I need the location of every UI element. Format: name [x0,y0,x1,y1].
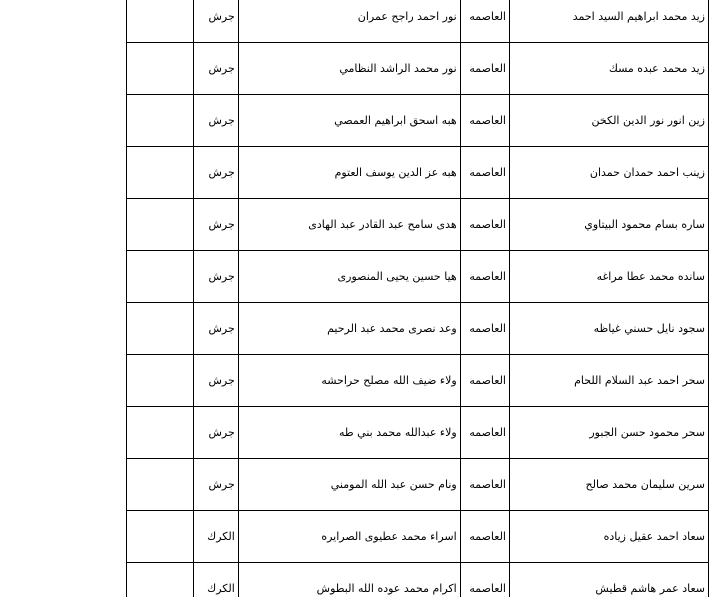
name-text: وعد نصرى محمد عبد الرحيم [327,322,457,335]
city-text: الكرك [207,582,235,595]
city-text: جرش [208,478,235,491]
first-name-text: سعاد احمد عقيل زياده [603,530,705,543]
city-cell[interactable] [193,563,238,597]
empty-cell[interactable] [127,147,194,199]
region-text: العاصمه [469,62,506,75]
empty-cell[interactable] [127,251,194,303]
first-name-cell[interactable] [510,251,709,303]
city-cell[interactable] [193,199,238,251]
table-row [127,199,709,251]
region-cell[interactable] [460,199,509,251]
first-name-text: سانده محمد عطا مراغه [596,270,705,283]
region-cell[interactable] [460,0,509,43]
region-text: العاصمه [469,218,506,231]
name-text: نور محمد الراشد النظامي [339,62,457,75]
city-cell[interactable] [193,511,238,563]
name-text: ونام حسن عبد الله المومني [330,478,457,491]
city-cell[interactable] [193,251,238,303]
region-cell[interactable] [460,563,509,597]
name-cell[interactable] [238,303,460,355]
table-row [127,303,709,355]
name-cell[interactable] [238,95,460,147]
first-name-text: سرين سليمان محمد صالح [585,478,705,491]
first-name-text: ساره بسام محمود البيتاوي [584,218,705,231]
names-table [126,0,709,597]
region-text: العاصمه [469,374,506,387]
city-cell[interactable] [193,43,238,95]
first-name-text: سجود نايل حسني غياظه [593,322,705,335]
city-text: جرش [208,270,235,283]
region-text: العاصمه [469,478,506,491]
city-text: جرش [208,426,235,439]
name-cell[interactable] [238,407,460,459]
first-name-text: سعاد عمر هاشم قطيش [595,582,705,595]
name-text: ولاء عبدالله محمد بني طه [339,426,457,439]
first-name-text: زينب احمد حمدان حمدان [589,166,705,179]
region-text: العاصمه [469,166,506,179]
city-cell[interactable] [193,355,238,407]
city-cell[interactable] [193,95,238,147]
name-cell[interactable] [238,0,460,43]
first-name-cell[interactable] [510,407,709,459]
first-name-cell[interactable] [510,0,709,43]
first-name-cell[interactable] [510,199,709,251]
name-cell[interactable] [238,459,460,511]
name-cell[interactable] [238,563,460,597]
region-cell[interactable] [460,355,509,407]
region-text: العاصمه [469,270,506,283]
first-name-cell[interactable] [510,355,709,407]
name-text: هبه عز الدين يوسف العتوم [334,166,457,179]
city-text: جرش [208,166,235,179]
table-row [127,251,709,303]
region-text: العاصمه [469,114,506,127]
region-text: العاصمه [469,322,506,335]
empty-cell[interactable] [127,563,194,597]
name-text: اكرام محمد عوده الله البطوش [316,582,457,595]
first-name-cell[interactable] [510,43,709,95]
name-text: نور احمد راجح عمران [357,10,457,23]
empty-cell[interactable] [127,0,194,43]
region-cell[interactable] [460,511,509,563]
table-row [127,95,709,147]
region-cell[interactable] [460,303,509,355]
region-text: العاصمه [469,426,506,439]
city-text: جرش [208,62,235,75]
region-cell[interactable] [460,251,509,303]
first-name-cell[interactable] [510,511,709,563]
region-cell[interactable] [460,407,509,459]
city-cell[interactable] [193,303,238,355]
name-text: ولاء ضيف الله مصلح حراحشه [321,374,457,387]
first-name-text: زيد محمد ابراهيم السيد احمد [572,10,705,23]
empty-cell[interactable] [127,407,194,459]
table-row [127,355,709,407]
city-text: الكرك [207,530,235,543]
name-text: هيا حسين يحيى المنصورى [337,270,457,283]
empty-cell[interactable] [127,303,194,355]
city-cell[interactable] [193,147,238,199]
name-text: اسراء محمد عطيوى الصرايره [321,530,457,543]
empty-cell[interactable] [127,95,194,147]
first-name-cell[interactable] [510,459,709,511]
names-table-body [127,0,709,597]
empty-cell[interactable] [127,199,194,251]
table-row [127,0,709,43]
table-row [127,459,709,511]
table-row [127,407,709,459]
name-cell[interactable] [238,511,460,563]
city-text: جرش [208,322,235,335]
empty-cell[interactable] [127,355,194,407]
name-cell[interactable] [238,43,460,95]
region-cell[interactable] [460,147,509,199]
first-name-text: سحر محمود حسن الجبور [589,426,705,439]
table-row [127,511,709,563]
city-text: جرش [208,114,235,127]
name-text: هدى سامح عبد القادر عبد الهادى [308,218,457,231]
city-cell[interactable] [193,0,238,43]
name-cell[interactable] [238,199,460,251]
first-name-cell[interactable] [510,95,709,147]
region-text: العاصمه [469,582,506,595]
first-name-text: زين انور نور الدين الكخن [591,114,705,127]
first-name-cell[interactable] [510,563,709,597]
name-text: هبه اسحق ابراهيم العمصي [334,114,457,127]
first-name-cell[interactable] [510,303,709,355]
city-text: جرش [208,10,235,23]
first-name-text: سحر احمد عبد السلام اللحام [574,374,705,387]
name-cell[interactable] [238,355,460,407]
name-cell[interactable] [238,147,460,199]
city-text: جرش [208,374,235,387]
first-name-cell[interactable] [510,147,709,199]
region-text: العاصمه [469,530,506,543]
city-cell[interactable] [193,407,238,459]
empty-cell[interactable] [127,43,194,95]
city-cell[interactable] [193,459,238,511]
region-cell[interactable] [460,459,509,511]
region-cell[interactable] [460,95,509,147]
city-text: جرش [208,218,235,231]
table-row [127,43,709,95]
first-name-text: زيد محمد عبده مسك [608,62,705,75]
table-row [127,563,709,597]
empty-cell[interactable] [127,459,194,511]
region-cell[interactable] [460,43,509,95]
name-cell[interactable] [238,251,460,303]
region-text: العاصمه [469,10,506,23]
table-row [127,147,709,199]
empty-cell[interactable] [127,511,194,563]
